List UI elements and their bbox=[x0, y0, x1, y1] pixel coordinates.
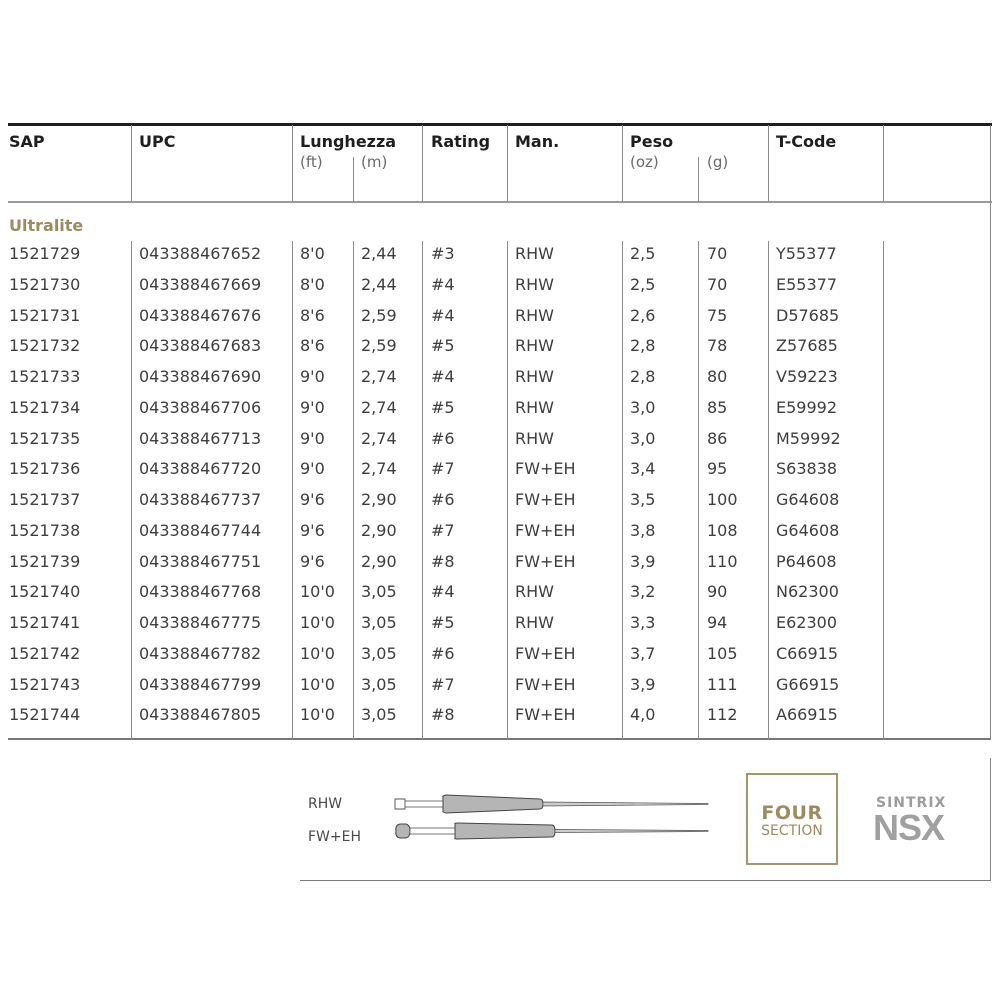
column-divider bbox=[622, 125, 623, 202]
cell-weight-oz: 2,6 bbox=[630, 305, 656, 325]
cell-rating: #5 bbox=[431, 613, 455, 632]
cell-weight-oz: 3,2 bbox=[630, 582, 656, 602]
cell-weight-oz: 3,9 bbox=[630, 551, 656, 571]
cell-rating: #4 bbox=[431, 305, 455, 325]
cell-weight-oz: 3,7 bbox=[630, 643, 656, 663]
cell-weight-oz: 3,0 bbox=[630, 428, 656, 448]
cell-length-m: 2,59 bbox=[361, 336, 397, 356]
table-row bbox=[0, 490, 1000, 520]
cell-length-m: 3,05 bbox=[361, 643, 397, 663]
cell-length-m: 2,44 bbox=[361, 244, 397, 263]
column-divider bbox=[422, 125, 423, 202]
cell-upc: 043388467737 bbox=[139, 490, 262, 509]
cell-sap: 1521734 bbox=[9, 397, 81, 417]
table-row bbox=[0, 367, 1000, 397]
rod-handle-diagram bbox=[390, 790, 720, 850]
cell-tcode: D57685 bbox=[776, 305, 840, 325]
cell-weight-oz: 2,8 bbox=[630, 367, 656, 386]
table-bottom-border bbox=[8, 738, 991, 740]
cell-rating: #7 bbox=[431, 520, 455, 540]
cell-length-m: 2,90 bbox=[361, 490, 397, 509]
legend-bottom-border bbox=[300, 880, 991, 881]
cell-sap: 1521733 bbox=[9, 367, 81, 386]
cell-upc: 043388467782 bbox=[139, 643, 262, 663]
cell-weight-oz: 3,9 bbox=[630, 674, 656, 694]
table-row bbox=[0, 429, 1000, 459]
cell-rating: #6 bbox=[431, 490, 455, 509]
header-bottom-border bbox=[8, 201, 992, 203]
cell-length-m: 3,05 bbox=[361, 582, 397, 602]
rod-handle-fweh-icon bbox=[396, 823, 708, 839]
cell-length-ft: 10'0 bbox=[300, 582, 335, 602]
table-row bbox=[0, 336, 1000, 366]
cell-man: FW+EH bbox=[515, 459, 576, 479]
header-man: Man. bbox=[515, 132, 560, 151]
cell-weight-g: 75 bbox=[707, 305, 728, 325]
header-lunghezza-m: (m) bbox=[361, 153, 388, 171]
cell-tcode: P64608 bbox=[776, 551, 837, 571]
table-row bbox=[0, 552, 1000, 582]
cell-tcode: Y55377 bbox=[776, 244, 837, 263]
cell-length-ft: 10'0 bbox=[300, 674, 335, 694]
cell-rating: #4 bbox=[431, 274, 455, 294]
brand-logo-nsx: NSX bbox=[873, 807, 945, 848]
cell-weight-oz: 3,0 bbox=[630, 397, 656, 417]
cell-rating: #6 bbox=[431, 428, 455, 448]
column-divider bbox=[768, 125, 769, 202]
cell-upc: 043388467720 bbox=[139, 459, 262, 479]
cell-weight-oz: 3,8 bbox=[630, 520, 656, 540]
cell-weight-g: 90 bbox=[707, 582, 728, 602]
cell-length-ft: 8'6 bbox=[300, 336, 325, 356]
column-divider bbox=[292, 125, 293, 202]
cell-sap: 1521737 bbox=[9, 490, 81, 509]
cell-weight-g: 108 bbox=[707, 520, 738, 540]
cell-sap: 1521729 bbox=[9, 244, 81, 263]
cell-weight-oz: 2,8 bbox=[630, 336, 656, 356]
cell-man: FW+EH bbox=[515, 674, 576, 694]
cell-weight-oz: 4,0 bbox=[630, 705, 656, 725]
legend-label-fweh: FW+EH bbox=[308, 829, 361, 845]
cell-upc: 043388467805 bbox=[139, 705, 262, 725]
legend-label-rhw: RHW bbox=[308, 796, 343, 812]
cell-tcode: E55377 bbox=[776, 274, 838, 294]
cell-weight-g: 70 bbox=[707, 274, 728, 294]
cell-sap: 1521741 bbox=[9, 613, 81, 632]
cell-sap: 1521732 bbox=[9, 336, 81, 356]
cell-rating: #7 bbox=[431, 459, 455, 479]
cell-man: RHW bbox=[515, 367, 554, 386]
cell-upc: 043388467669 bbox=[139, 274, 262, 294]
table-row bbox=[0, 459, 1000, 489]
table-row bbox=[0, 275, 1000, 305]
cell-man: FW+EH bbox=[515, 490, 576, 509]
cell-length-m: 2,74 bbox=[361, 367, 397, 386]
cell-tcode: M59992 bbox=[776, 428, 841, 448]
cell-man: RHW bbox=[515, 613, 554, 632]
cell-sap: 1521739 bbox=[9, 551, 81, 571]
four-section-line2: SECTION bbox=[761, 823, 823, 839]
cell-upc: 043388467744 bbox=[139, 520, 262, 540]
cell-tcode: G66915 bbox=[776, 674, 840, 694]
cell-length-ft: 9'0 bbox=[300, 459, 325, 479]
header-peso-g: (g) bbox=[707, 153, 729, 171]
cell-tcode: E62300 bbox=[776, 613, 838, 632]
cell-length-ft: 9'0 bbox=[300, 428, 325, 448]
cell-man: RHW bbox=[515, 244, 554, 263]
cell-weight-g: 86 bbox=[707, 428, 728, 448]
rod-handle-rhw-icon bbox=[395, 795, 708, 813]
cell-tcode: Z57685 bbox=[776, 336, 838, 356]
cell-length-m: 2,74 bbox=[361, 428, 397, 448]
cell-rating: #5 bbox=[431, 397, 455, 417]
brand-logo-sintrix: SINTRIX bbox=[876, 795, 947, 811]
cell-sap: 1521730 bbox=[9, 274, 81, 294]
cell-length-ft: 8'0 bbox=[300, 244, 325, 263]
cell-weight-g: 80 bbox=[707, 367, 728, 386]
cell-length-ft: 10'0 bbox=[300, 613, 335, 632]
cell-weight-g: 95 bbox=[707, 459, 728, 479]
cell-man: RHW bbox=[515, 305, 554, 325]
table-row bbox=[0, 613, 1000, 643]
cell-sap: 1521738 bbox=[9, 520, 81, 540]
table-row bbox=[0, 398, 1000, 428]
column-divider bbox=[883, 125, 884, 202]
table-row bbox=[0, 521, 1000, 551]
cell-upc: 043388467751 bbox=[139, 551, 262, 571]
cell-sap: 1521744 bbox=[9, 705, 81, 725]
sub-column-divider bbox=[353, 157, 354, 202]
cell-length-ft: 9'6 bbox=[300, 551, 325, 571]
cell-weight-oz: 3,5 bbox=[630, 490, 656, 509]
cell-man: FW+EH bbox=[515, 705, 576, 725]
cell-upc: 043388467652 bbox=[139, 244, 262, 263]
cell-weight-g: 78 bbox=[707, 336, 728, 356]
cell-length-ft: 10'0 bbox=[300, 643, 335, 663]
cell-sap: 1521743 bbox=[9, 674, 81, 694]
cell-tcode: S63838 bbox=[776, 459, 838, 479]
cell-upc: 043388467706 bbox=[139, 397, 262, 417]
cell-tcode: V59223 bbox=[776, 367, 838, 386]
cell-man: FW+EH bbox=[515, 551, 576, 571]
header-peso-oz: (oz) bbox=[630, 153, 659, 171]
cell-rating: #7 bbox=[431, 674, 455, 694]
cell-man: RHW bbox=[515, 582, 554, 602]
cell-length-m: 3,05 bbox=[361, 613, 397, 632]
cell-weight-g: 111 bbox=[707, 674, 738, 694]
header-rating: Rating bbox=[431, 132, 491, 151]
cell-weight-g: 112 bbox=[707, 705, 738, 725]
table-top-border bbox=[8, 123, 992, 126]
cell-length-m: 3,05 bbox=[361, 705, 397, 725]
cell-upc: 043388467690 bbox=[139, 367, 262, 386]
table-row bbox=[0, 306, 1000, 336]
header-lunghezza-ft: (ft) bbox=[300, 153, 323, 171]
cell-length-m: 2,90 bbox=[361, 551, 397, 571]
cell-sap: 1521736 bbox=[9, 459, 81, 479]
cell-man: RHW bbox=[515, 397, 554, 417]
cell-sap: 1521740 bbox=[9, 582, 81, 602]
cell-upc: 043388467775 bbox=[139, 613, 262, 632]
cell-weight-g: 110 bbox=[707, 551, 738, 571]
table-row bbox=[0, 705, 1000, 735]
cell-man: RHW bbox=[515, 336, 554, 356]
cell-weight-oz: 2,5 bbox=[630, 274, 656, 294]
cell-length-m: 2,74 bbox=[361, 459, 397, 479]
cell-rating: #6 bbox=[431, 643, 455, 663]
cell-length-ft: 9'6 bbox=[300, 490, 325, 509]
four-section-badge bbox=[746, 773, 838, 865]
cell-rating: #8 bbox=[431, 705, 455, 725]
cell-rating: #5 bbox=[431, 336, 455, 356]
cell-weight-oz: 3,3 bbox=[630, 613, 656, 632]
cell-weight-oz: 3,4 bbox=[630, 459, 656, 479]
header-upc: UPC bbox=[139, 132, 176, 151]
cell-man: RHW bbox=[515, 428, 554, 448]
cell-tcode: E59992 bbox=[776, 397, 838, 417]
legend-right-border bbox=[990, 758, 991, 881]
cell-length-ft: 9'0 bbox=[300, 367, 325, 386]
cell-tcode: C66915 bbox=[776, 643, 839, 663]
table-row bbox=[0, 675, 1000, 705]
cell-upc: 043388467676 bbox=[139, 305, 262, 325]
cell-man: FW+EH bbox=[515, 520, 576, 540]
cell-weight-g: 70 bbox=[707, 244, 728, 263]
header-sap: SAP bbox=[9, 132, 45, 151]
cell-weight-g: 100 bbox=[707, 490, 738, 509]
cell-length-m: 2,90 bbox=[361, 520, 397, 540]
cell-upc: 043388467768 bbox=[139, 582, 262, 602]
cell-rating: #4 bbox=[431, 582, 455, 602]
cell-length-ft: 10'0 bbox=[300, 705, 335, 725]
cell-length-ft: 8'0 bbox=[300, 274, 325, 294]
cell-length-ft: 9'0 bbox=[300, 397, 325, 417]
cell-upc: 043388467683 bbox=[139, 336, 262, 356]
header-lunghezza: Lunghezza bbox=[300, 132, 397, 151]
cell-tcode: N62300 bbox=[776, 582, 839, 602]
cell-rating: #8 bbox=[431, 551, 455, 571]
cell-length-m: 3,05 bbox=[361, 674, 397, 694]
four-section-line1: FOUR bbox=[761, 802, 823, 824]
cell-rating: #3 bbox=[431, 244, 455, 263]
header-tcode: T-Code bbox=[776, 132, 837, 151]
cell-length-m: 2,74 bbox=[361, 397, 397, 417]
cell-length-m: 2,44 bbox=[361, 274, 397, 294]
column-divider bbox=[507, 125, 508, 202]
cell-man: RHW bbox=[515, 274, 554, 294]
cell-length-ft: 8'6 bbox=[300, 305, 325, 325]
cell-sap: 1521735 bbox=[9, 428, 81, 448]
cell-tcode: G64608 bbox=[776, 520, 840, 540]
sub-column-divider bbox=[698, 157, 699, 202]
group-label-ultralite: Ultralite bbox=[9, 216, 84, 235]
column-divider bbox=[131, 125, 132, 202]
header-peso: Peso bbox=[630, 132, 674, 151]
table-row bbox=[0, 582, 1000, 612]
cell-sap: 1521742 bbox=[9, 643, 81, 663]
cell-sap: 1521731 bbox=[9, 305, 81, 325]
cell-upc: 043388467799 bbox=[139, 674, 262, 694]
cell-man: FW+EH bbox=[515, 643, 576, 663]
cell-tcode: G64608 bbox=[776, 490, 840, 509]
cell-tcode: A66915 bbox=[776, 705, 838, 725]
cell-weight-g: 94 bbox=[707, 613, 728, 632]
cell-rating: #4 bbox=[431, 367, 455, 386]
cell-length-ft: 9'6 bbox=[300, 520, 325, 540]
cell-weight-oz: 2,5 bbox=[630, 244, 656, 263]
cell-upc: 043388467713 bbox=[139, 428, 262, 448]
cell-weight-g: 85 bbox=[707, 397, 728, 417]
table-row bbox=[0, 244, 1000, 274]
table-row bbox=[0, 644, 1000, 674]
cell-length-m: 2,59 bbox=[361, 305, 397, 325]
cell-weight-g: 105 bbox=[707, 643, 738, 663]
